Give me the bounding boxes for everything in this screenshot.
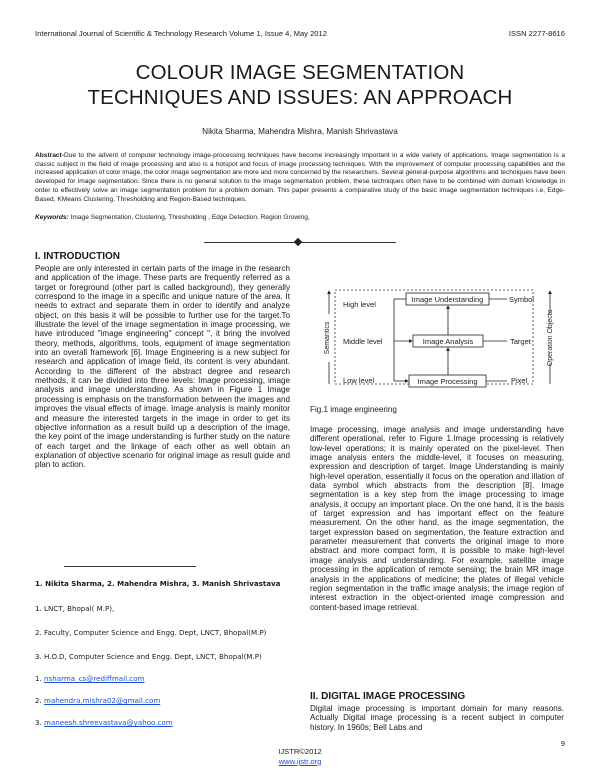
abstract-label: Abstract- xyxy=(35,152,64,159)
issn: ISSN 2277-8616 xyxy=(508,29,565,38)
footnote-affil-3: 3. H.O.D, Computer Science and Engg. Dept, LNCT, Bhopal(M.P) xyxy=(35,652,262,661)
title-line-1: COLOUR IMAGE SEGMENTATION xyxy=(135,61,465,84)
right-paragraph-1: Image processing, image analysis and image understanding have different operational, refer to Figure 1.Image processing is relatively low-level operations; it is mainly operated on the pixel-level. Then image analysis enters the middle-level, it focuses on measuring, expression and description of target. Image Understanding is mainly high-level operation, essentially it focus on the operation and illation of data symbol which abstracts from the description [8]. Image segmentation is a key step from the image processing to image analysis, it occupy an important place. On the one hand, it is the basis of target expression and has important effect on the feature measurement. On the other hand, as the image segmentation, the target expression based on segmentation, the feature extraction and parameter measurement that converts the original image to more abstract and more compact form, it is possible to make high-level image analysis and understanding. For example, satellite image processing in the application of remote sensing; the brain MR image analysis in the applications of medicine; the plates of illegal vehicle region segmentation in the traffic image analysis; the image region of interest extraction in the object-oriented image compression and content-based image retrieval. xyxy=(310,425,564,612)
separator-diamond xyxy=(294,238,302,246)
keywords xyxy=(35,214,565,221)
figure-caption: Fig.1 image engineering xyxy=(310,405,397,414)
page-number: 9 xyxy=(560,739,565,748)
footnote-affil-1: 1. LNCT, Bhopal( M.P), xyxy=(35,604,115,613)
image-engineering-diagram xyxy=(321,286,559,388)
footer-copyright: IJSTR©2012 xyxy=(278,747,322,756)
abstract xyxy=(35,152,565,204)
footnote-email-1: 1. nsharma_cs@rediffmail.com xyxy=(35,674,145,683)
email-link-3[interactable]: maneesh.shreevastava@yahoo.com xyxy=(44,718,173,727)
operation-objects-label: Operation Objects xyxy=(547,309,554,367)
intro-paragraph: People are only interested in certain parts of the image in the research and application of the image. These parts are frequently referred as a target or foreground (other part is called background), they generally correspond to the image in a specific and unique nature of the area. It needs to extract and separate them in order to identify and analyze object, on this basis it will be possible to further use for the target.To illustrate the level of the image segmentation in image processing, we have introduced "image engineering" concept ", it bring the involved theory, methods, algorithms, tools, equipment of image segmentation into an overall framework [6]. Image Engineering is a new subject for research and application of image field, its content is very abundant. According to the different of the abstract degree and research methods, it can be divided into three levels: Image processing, image analysis and image understanding. As shown in Figure 1 Image processing is emphasis on the transformation between the images and improves the visual effects of image. Image analysis is mainly monitor and measure the interested targets in the image in order to get its objective information as a result build up a description of the image, the key point of the image understanding is further study on the nature of each target and the linkage of each other as well obtain an explanation of objective scenario for original image as result guide and plan to action. xyxy=(35,264,290,470)
paper-title xyxy=(20,60,580,110)
low-level-label: Low level xyxy=(343,376,375,385)
footnote-affil-2: 2. Faculty, Computer Science and Engg. Dept, LNCT, Bhopal(M.P) xyxy=(35,628,267,637)
section-2-heading: II. DIGITAL IMAGE PROCESSING xyxy=(310,691,466,702)
footer-url[interactable]: www.ijstr.org xyxy=(278,757,322,766)
symbol-label: Symbol xyxy=(509,295,535,304)
image-understanding-label: Image Understanding xyxy=(411,295,484,304)
abstract-text: Due to the advent of computer technology image-processing techniques have become increasingly important in a wide variety of applications. Image segmentation is a classic subject in the field of image processing and also is a hotspot and focus of image processing techniques. With the improvement of computer processing capabilities and the increased application of color image, the color image segmentation are more and more concerned by the researchers. Several general-purpose algorithms and techniques have been developed for image segmentation. Since there is no general solution to the image segmentation problem, these techniques often have to be combined with domain knowledge in order to effectively solve an image segmentation problem for a problem domain. This paper presents a comparative study of the basic image segmentation techniques i.e, Edge-Based, KMeans Clustering, Thresholding and Region-Based techniques. xyxy=(35,152,565,203)
email-link-1[interactable]: nsharma_cs@rediffmail.com xyxy=(44,674,145,683)
high-level-label: High level xyxy=(343,300,376,309)
keywords-text: Image Segmentation, Clustering, Thresholding , Edge Detection, Region Growing, xyxy=(68,214,310,221)
footnote-authors: 1. Nikita Sharma, 2. Mahendra Mishra, 3. Manish Shrivastava xyxy=(35,579,281,588)
keywords-label: Keywords: xyxy=(35,214,69,221)
footnote-email-3: 3. maneesh.shreevastava@yahoo.com xyxy=(35,718,173,727)
email-link-2[interactable]: mahendra.mishra02@gmail.com xyxy=(44,696,161,705)
footnote-rule xyxy=(64,566,196,567)
title-line-2: TECHNIQUES AND ISSUES: AN APPROACH xyxy=(87,86,513,109)
footnote-email-2: 2. mahendra.mishra02@gmail.com xyxy=(35,696,161,705)
pixel-label: Pixel xyxy=(511,376,528,385)
semantics-label: Semantics xyxy=(324,321,331,355)
right-paragraph-2: Digital image processing is important domain for many reasons. Actually Digital image processing is a recent subject in computer history. In 1960s; Bell Labs and xyxy=(310,704,564,732)
journal-header: International Journal of Scientific & Technology Research Volume 1, Issue 4, May 2012 xyxy=(35,29,327,38)
image-processing-label: Image Processing xyxy=(417,377,478,386)
section-1-heading: I. INTRODUCTION xyxy=(35,251,120,262)
image-analysis-label: Image Analysis xyxy=(422,337,474,346)
middle-level-label: Middle level xyxy=(343,337,383,346)
authors: Nikita Sharma, Mahendra Mishra, Manish Shrivastava xyxy=(202,127,398,136)
target-label: Target xyxy=(510,337,531,346)
footer-url-row xyxy=(0,757,600,766)
